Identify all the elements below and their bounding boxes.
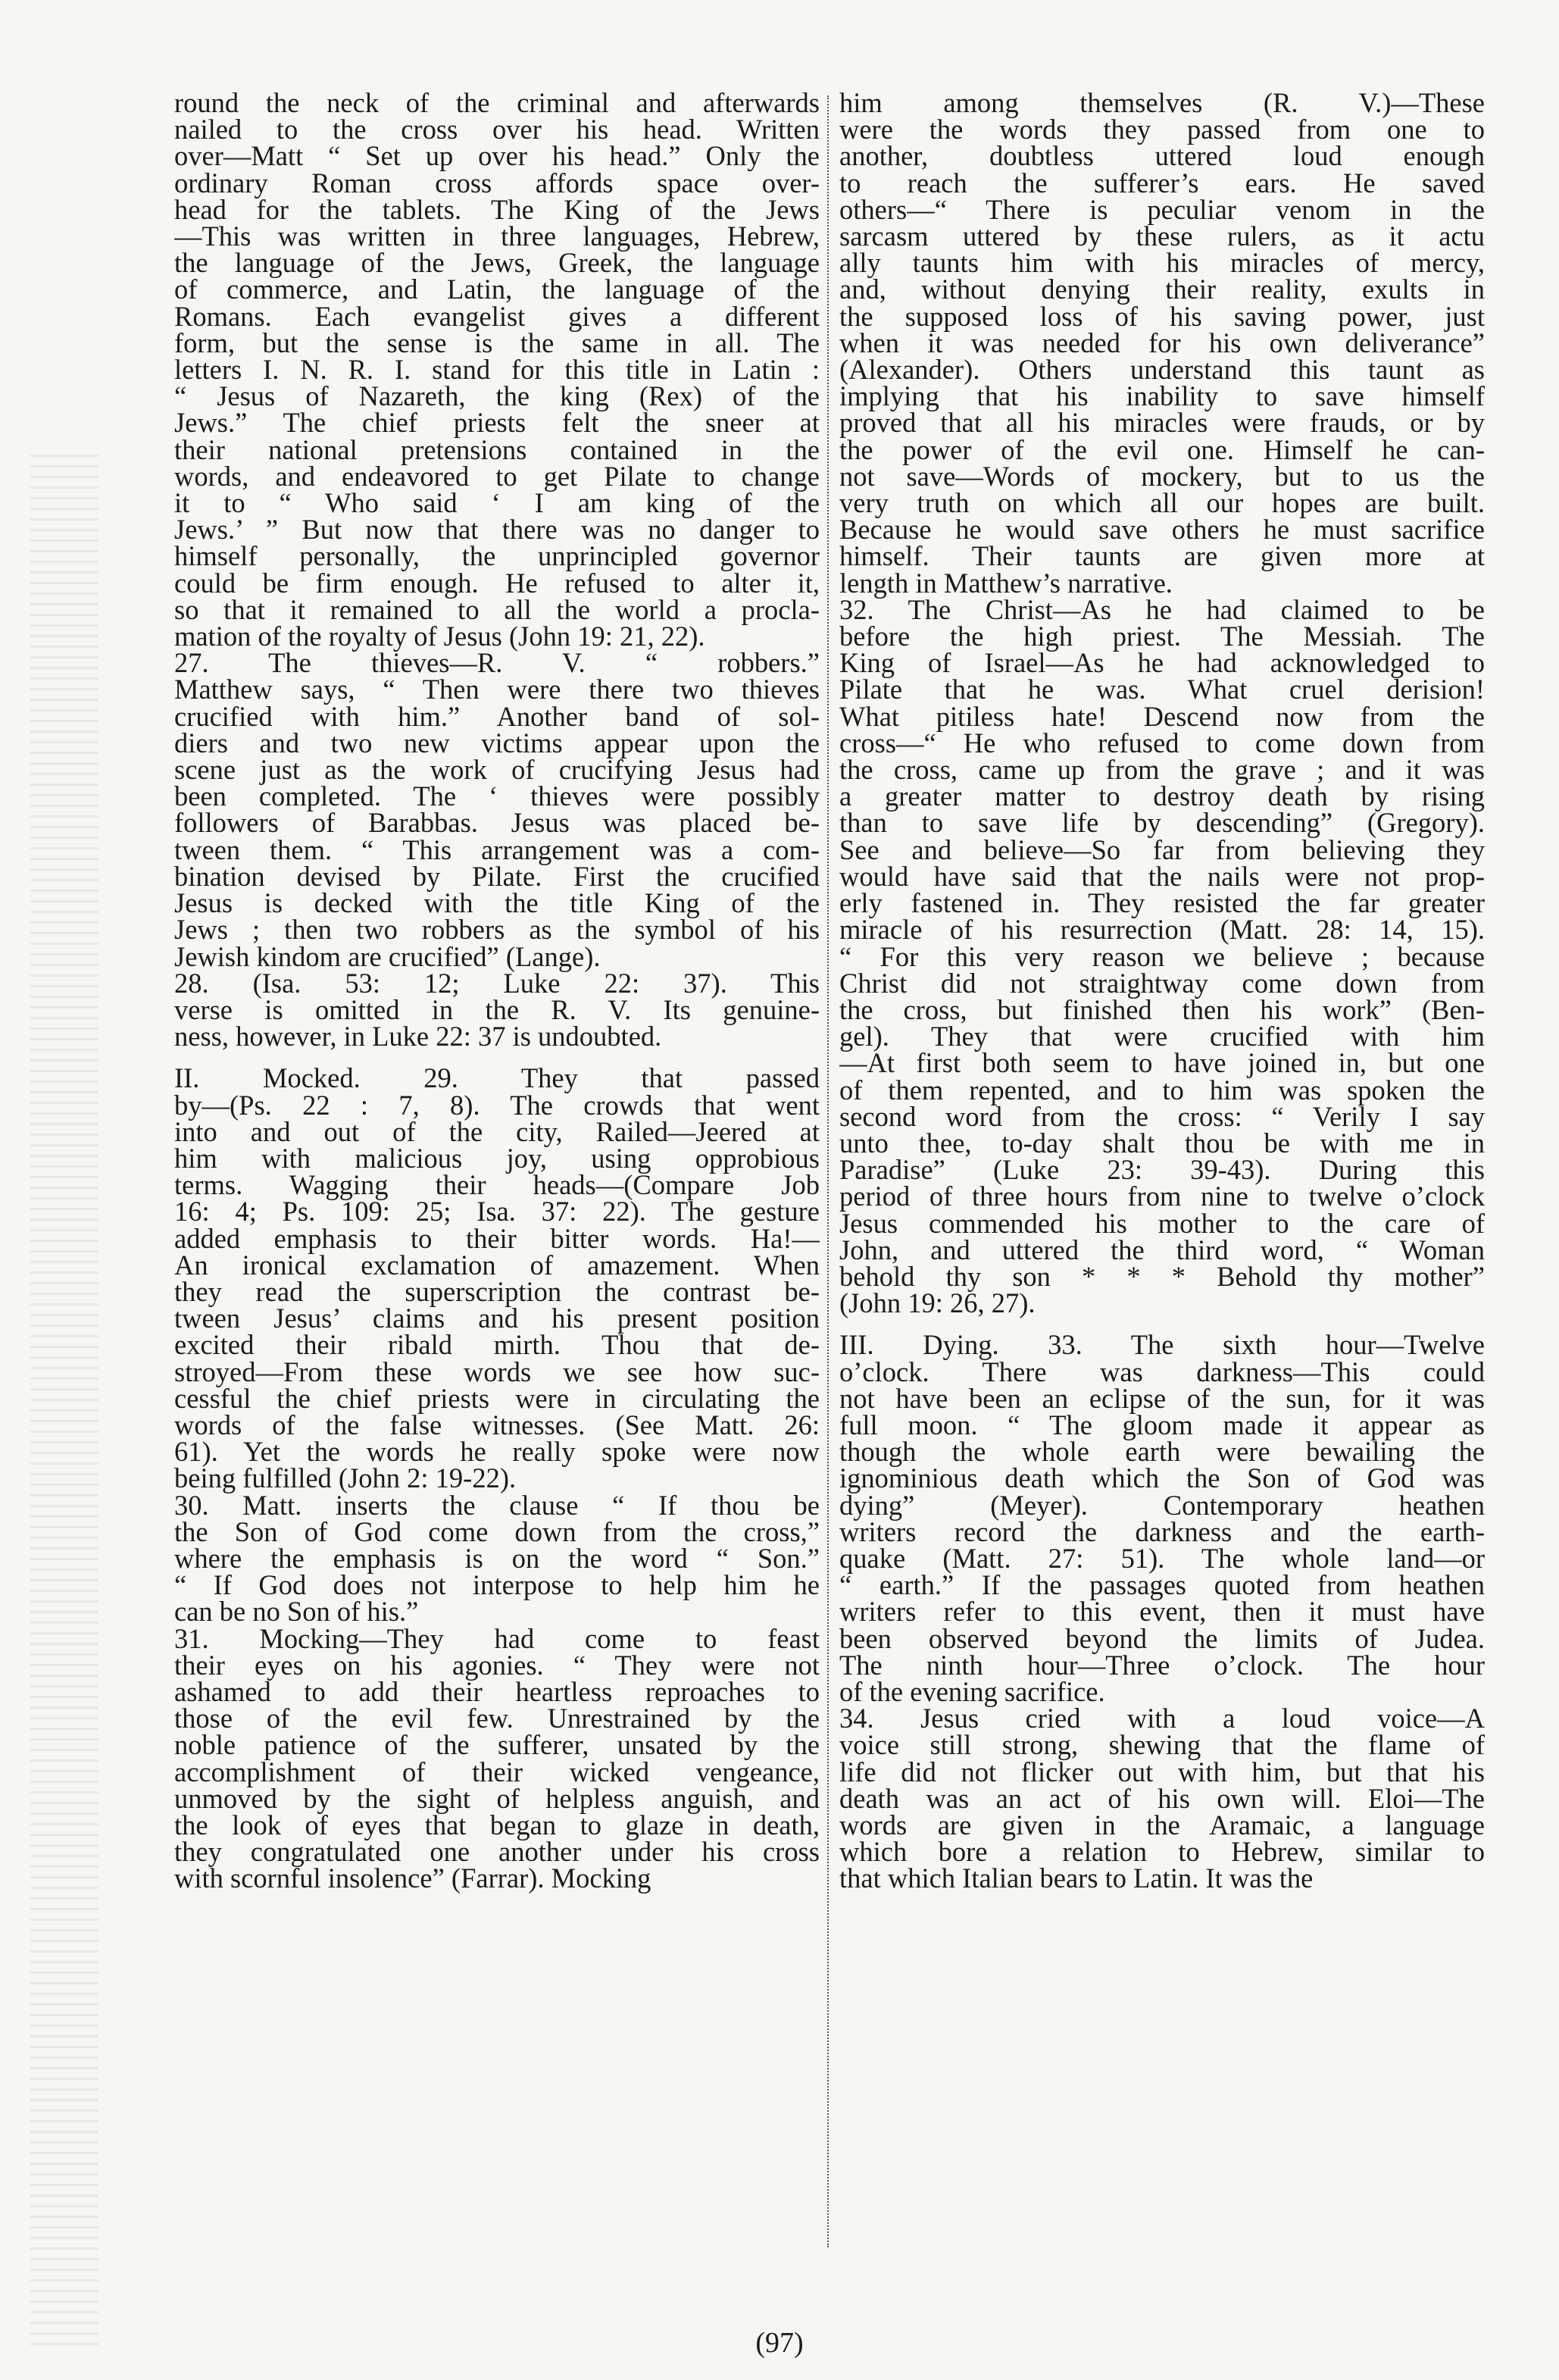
text-line: 27. The thieves—R. V. “ robbers.”: [174, 647, 820, 679]
text-line: (Alexander). Others understand this taunt as: [839, 354, 1485, 386]
text-line: second word from the cross: “ Verily I say: [839, 1100, 1485, 1132]
text-line: to reach the sufferer’s ears. He saved: [839, 167, 1485, 199]
text-line: ness, however, in Luke 22: 37 is undoubted.: [174, 1021, 662, 1052]
text-line: Jews ; then two robbers as the symbol of his: [174, 914, 820, 946]
text-line: words, and endeavored to get Pilate to change: [174, 460, 820, 492]
text-line: nailed to the cross over his head. Written: [174, 114, 820, 145]
text-line: 31. Mocking—They had come to feast: [174, 1622, 820, 1654]
text-line: excited their ribald mirth. Thou that de-: [174, 1329, 820, 1361]
text-line: Matthew says, “ Then were there two thieves: [174, 674, 820, 705]
text-line: over—Matt “ Set up over his head.” Only the: [174, 140, 820, 172]
text-line: can be no Son of his.”: [174, 1596, 419, 1628]
text-line: the supposed loss of his saving power, just: [839, 300, 1485, 332]
text-line: length in Matthew’s narrative.: [839, 567, 1173, 599]
text-line: been observed beyond the limits of Judea.: [839, 1622, 1485, 1654]
text-line: with scornful insolence” (Farrar). Mocking: [174, 1862, 651, 1894]
column-divider: [827, 95, 829, 2247]
text-line: another, doubtless uttered loud enough: [839, 140, 1485, 172]
text-line: followers of Barabbas. Jesus was placed be-: [174, 807, 820, 839]
text-line: the language of the Jews, Greek, the language: [174, 247, 820, 279]
text-line: (John 19: 26, 27).: [839, 1287, 1036, 1319]
text-line: “ earth.” If the passages quoted from heathen: [839, 1569, 1485, 1601]
text-line: noble patience of the sufferer, unsated by the: [174, 1729, 820, 1761]
text-line: dying” (Meyer). Contemporary heathen: [839, 1489, 1485, 1521]
text-line: o’clock. There was darkness—This could: [839, 1356, 1485, 1387]
text-line: III. Dying. 33. The sixth hour—Twelve: [839, 1329, 1485, 1361]
text-line: period of three hours from nine to twelve o’clock: [839, 1181, 1485, 1212]
text-line: Romans. Each evangelist gives a different: [174, 300, 820, 332]
text-line: when it was needed for his own deliverance”: [839, 327, 1485, 358]
text-line: miracle of his resurrection (Matt. 28: 14, 15).: [839, 914, 1485, 946]
text-line: See and believe—So far from believing they: [839, 833, 1485, 865]
text-line: that which Italian bears to Latin. It was the: [839, 1862, 1314, 1894]
text-line: —At first both seem to have joined in, but one: [839, 1047, 1485, 1079]
page-number: (97): [755, 2327, 804, 2359]
text-line: the look of eyes that began to glaze in death,: [174, 1809, 820, 1841]
text-line: 32. The Christ—As he had claimed to be: [839, 593, 1485, 625]
text-line: though the whole earth were bewailing the: [839, 1436, 1485, 1468]
text-line: into and out of the city, Railed—Jeered at: [174, 1115, 820, 1147]
text-line: been completed. The ‘ thieves were possibly: [174, 780, 820, 812]
text-line: him with malicious joy, using opprobious: [174, 1142, 820, 1174]
text-line: writers refer to this event, then it must have: [839, 1596, 1485, 1628]
text-line: himself. Their taunts are given more at: [839, 540, 1485, 572]
text-line: which bore a relation to Hebrew, similar to: [839, 1836, 1485, 1868]
text-line: of the evening sacrifice.: [839, 1675, 1105, 1707]
text-line: words of the false witnesses. (See Matt. 26:: [174, 1409, 820, 1440]
text-line: terms. Wagging their heads—(Compare Job: [174, 1169, 820, 1201]
text-line: bination devised by Pilate. First the crucified: [174, 860, 820, 892]
text-line: quake (Matt. 27: 51). The whole land—or: [839, 1542, 1485, 1574]
text-line: Christ did not straightway come down from: [839, 967, 1485, 999]
text-line: would have said that the nails were not prop-: [839, 860, 1485, 892]
text-line: cross—“ He who refused to come down from: [839, 727, 1485, 758]
text-line: scene just as the work of crucifying Jesus had: [174, 754, 820, 786]
text-line: “ If God does not interpose to help him he: [174, 1569, 820, 1601]
text-line: were the words they passed from one to: [839, 114, 1485, 145]
text-line: words are given in the Aramaic, a language: [839, 1809, 1485, 1841]
text-line: their eyes on his agonies. “ They were not: [174, 1649, 820, 1681]
text-line: “ Jesus of Nazareth, the king (Rex) of the: [174, 380, 820, 412]
text-line: of commerce, and Latin, the language of the: [174, 274, 820, 305]
text-line: the cross, but finished then his work” (Ben-: [839, 993, 1485, 1025]
text-line: Jesus is decked with the title King of the: [174, 887, 820, 919]
text-line: —This was written in three languages, Hebrew,: [174, 220, 820, 252]
text-line: ignominious death which the Son of God was: [839, 1462, 1485, 1494]
text-line: 16: 4; Ps. 109: 25; Isa. 37: 22). The gesture: [174, 1196, 820, 1228]
text-line: tween them. “ This arrangement was a com-: [174, 833, 820, 865]
text-line: and, without denying their reality, exults in: [839, 274, 1485, 305]
text-line: The ninth hour—Three o’clock. The hour: [839, 1649, 1485, 1681]
text-line: before the high priest. The Messiah. The: [839, 621, 1485, 652]
text-line: sarcasm uttered by these rulers, as it actu: [839, 220, 1485, 252]
text-line: An ironical exclamation of amazement. When: [174, 1249, 820, 1281]
page-edge-speckle: [30, 455, 98, 2349]
text-line: their national pretensions contained in the: [174, 433, 820, 465]
text-line: round the neck of the criminal and afterwards: [174, 89, 820, 118]
text-line: erly fastened in. They resisted the far greater: [839, 887, 1485, 919]
text-line: they congratulated one another under his cross: [174, 1836, 820, 1868]
text-line: full moon. “ The gloom made it appear as: [839, 1409, 1485, 1440]
text-line: where the emphasis is on the word “ Son.”: [174, 1542, 820, 1574]
text-line: Because he would save others he must sacrifice: [839, 514, 1485, 546]
text-line: Paradise” (Luke 23: 39-43). During this: [839, 1154, 1485, 1186]
text-line: than to save life by descending” (Gregory).: [839, 807, 1485, 839]
text-line: could be firm enough. He refused to alter it,: [174, 567, 820, 599]
text-line: a greater matter to destroy death by rising: [839, 780, 1485, 812]
text-line: him among themselves (R. V.)—These: [839, 89, 1485, 118]
text-line: verse is omitted in the R. V. Its genuine-: [174, 993, 820, 1025]
text-line: of them repented, and to him was spoken the: [839, 1074, 1485, 1106]
text-line: the power of the evil one. Himself he can-: [839, 433, 1485, 465]
text-line: What pitiless hate! Descend now from the: [839, 700, 1485, 732]
text-line: so that it remained to all the world a procla-: [174, 593, 820, 625]
text-line: 34. Jesus cried with a loud voice—A: [839, 1703, 1485, 1734]
text-line: the Son of God come down from the cross,”: [174, 1515, 820, 1547]
text-line: II. Mocked. 29. They that passed: [174, 1062, 820, 1094]
text-line: those of the evil few. Unrestrained by the: [174, 1703, 820, 1734]
text-line: crucified with him.” Another band of sol-: [174, 700, 820, 732]
text-line: 61). Yet the words he really spoke were now: [174, 1436, 820, 1468]
text-line: tween Jesus’ claims and his present position: [174, 1303, 820, 1334]
text-line: being fulfilled (John 2: 19-22).: [174, 1462, 517, 1494]
text-line: 28. (Isa. 53: 12; Luke 22: 37). This: [174, 967, 820, 999]
text-line: ordinary Roman cross affords space over-: [174, 167, 820, 199]
text-line: mation of the royalty of Jesus (John 19: 21, 22).: [174, 621, 705, 652]
text-line: Jews.” The chief priests felt the sneer at: [174, 407, 820, 439]
text-line: they read the superscription the contrast be-: [174, 1275, 820, 1307]
text-line: Jews.’ ” But now that there was no danger to: [174, 514, 820, 546]
text-line: proved that all his miracles were frauds, or by: [839, 407, 1485, 439]
text-line: implying that his inability to save himself: [839, 380, 1485, 412]
right-column: [839, 89, 1485, 2256]
text-line: life did not flicker out with him, but that his: [839, 1756, 1485, 1787]
text-line: others—“ There is peculiar venom in the: [839, 193, 1485, 225]
text-line: the cross, came up from the grave ; and it was: [839, 754, 1485, 786]
text-line: death was an act of his own will. Eloi—The: [839, 1782, 1485, 1814]
text-line: by—(Ps. 22 : 7, 8). The crowds that went: [174, 1089, 820, 1121]
text-line: John, and uttered the third word, “ Woman: [839, 1234, 1485, 1265]
text-line: ashamed to add their heartless reproaches to: [174, 1675, 820, 1707]
text-line: Jesus commended his mother to the care of: [839, 1207, 1485, 1239]
text-line: “ For this very reason we believe ; because: [839, 940, 1485, 972]
text-line: not have been an eclipse of the sun, for it was: [839, 1382, 1485, 1414]
text-line: King of Israel—As he had acknowledged to: [839, 647, 1485, 679]
text-line: added emphasis to their bitter words. Ha!—: [174, 1222, 820, 1254]
text-line: cessful the chief priests were in circulating the: [174, 1382, 820, 1414]
text-line: diers and two new victims appear upon the: [174, 727, 820, 758]
text-line: form, but the sense is the same in all. The: [174, 327, 820, 358]
text-line: himself personally, the unprincipled governor: [174, 540, 820, 572]
text-line: Jewish kindom are crucified” (Lange).: [174, 940, 601, 972]
page-body: [174, 89, 1485, 2264]
text-line: it to “ Who said ‘ I am king of the: [174, 487, 820, 519]
text-line: voice still strong, shewing that the flame of: [839, 1729, 1485, 1761]
text-line: not save—Words of mockery, but to us the: [839, 460, 1485, 492]
text-line: letters I. N. R. I. stand for this title in Latin :: [174, 354, 820, 386]
text-line: gel). They that were crucified with him: [839, 1021, 1485, 1052]
left-column: [174, 89, 820, 2256]
text-line: behold thy son * * * Behold thy mother”: [839, 1260, 1485, 1292]
text-line: unto thee, to-day shalt thou be with me in: [839, 1127, 1485, 1159]
text-line: ally taunts him with his miracles of mercy,: [839, 247, 1485, 279]
text-line: stroyed—From these words we see how suc-: [174, 1356, 820, 1387]
text-line: unmoved by the sight of helpless anguish, and: [174, 1782, 820, 1814]
text-line: writers record the darkness and the earth-: [839, 1515, 1485, 1547]
text-line: accomplishment of their wicked vengeance,: [174, 1756, 820, 1787]
text-line: head for the tablets. The King of the Jews: [174, 193, 820, 225]
text-line: very truth on which all our hopes are built.: [839, 487, 1485, 519]
text-line: 30. Matt. inserts the clause “ If thou be: [174, 1489, 820, 1521]
text-line: Pilate that he was. What cruel derision!: [839, 674, 1485, 705]
